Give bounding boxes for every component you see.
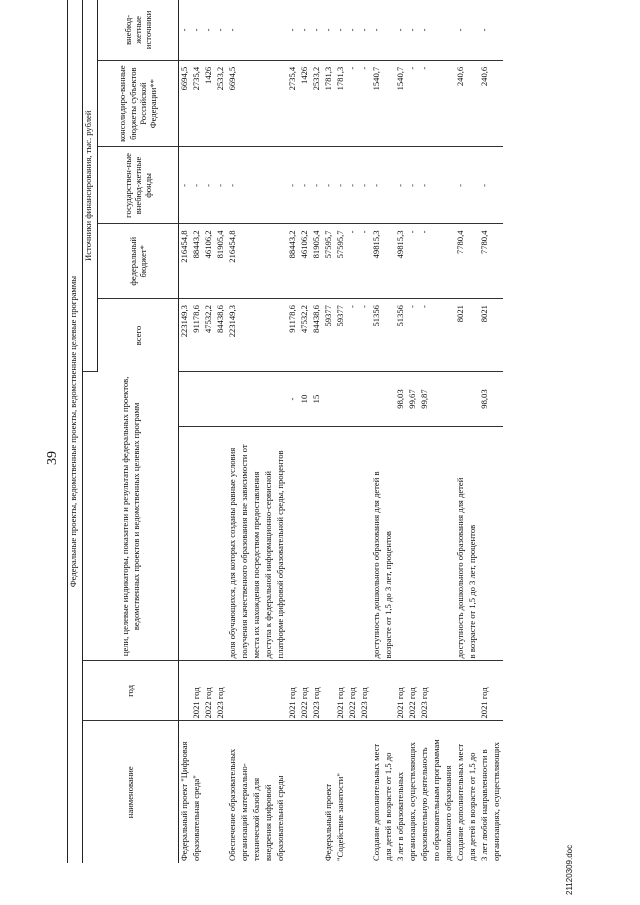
row-total: - bbox=[419, 299, 431, 372]
row-extra: - bbox=[359, 0, 371, 60]
row-name: образовательная среда" bbox=[191, 775, 201, 861]
row-target bbox=[227, 372, 239, 426]
col-year-header: год bbox=[83, 661, 179, 721]
row-name bbox=[203, 721, 215, 863]
row-goal bbox=[479, 426, 491, 661]
row-year bbox=[323, 661, 335, 721]
table-row bbox=[371, 0, 383, 863]
row-total bbox=[251, 299, 263, 372]
row-year: 2023 год bbox=[215, 661, 227, 721]
row-federal: 216454,8 bbox=[227, 224, 239, 299]
row-goal: доступа к федеральной информационно-сервисной bbox=[263, 426, 275, 661]
row-state-funds bbox=[443, 147, 455, 224]
row-total: 223149,3 bbox=[179, 299, 192, 372]
row-state-funds: - bbox=[203, 147, 215, 224]
row-regional: 2735,4 bbox=[191, 60, 203, 147]
row-target: 10 bbox=[299, 372, 311, 426]
row-name bbox=[287, 721, 299, 863]
col-state-funds-header: государствен-ные внебюд-жетные фонды bbox=[98, 147, 179, 224]
row-target bbox=[239, 372, 251, 426]
row-target: 15 bbox=[311, 372, 323, 426]
row-federal bbox=[263, 224, 275, 299]
row-extra bbox=[263, 0, 275, 60]
table-row bbox=[467, 0, 479, 863]
row-regional: 1426 bbox=[299, 60, 311, 147]
row-total: 59377 bbox=[323, 299, 335, 372]
row-target bbox=[347, 372, 359, 426]
row-extra bbox=[383, 0, 395, 60]
row-extra: - bbox=[311, 0, 323, 60]
row-target bbox=[263, 372, 275, 426]
row-target bbox=[191, 372, 203, 426]
row-state-funds: - bbox=[323, 147, 335, 224]
table-row bbox=[335, 0, 347, 863]
table-body bbox=[179, 0, 504, 863]
row-name bbox=[347, 721, 359, 863]
row-regional: 1781,3 bbox=[323, 60, 335, 147]
col-goals-header: цели, целевые индикаторы, показатели и результаты федеральных проектов, ведомственных проектов и ведомственных целевых программ bbox=[83, 372, 179, 661]
row-year bbox=[491, 661, 503, 721]
table-row bbox=[443, 0, 455, 863]
row-extra: - bbox=[191, 0, 203, 60]
col-federal-header: федеральный бюджет* bbox=[98, 224, 179, 299]
row-extra: - bbox=[323, 0, 335, 60]
table-row bbox=[275, 0, 287, 863]
row-total: - bbox=[407, 299, 419, 372]
row-extra: - bbox=[479, 0, 491, 60]
row-goal: получения качественного образования вне зависимости от bbox=[239, 426, 251, 661]
row-state-funds: - bbox=[395, 147, 407, 224]
table-row bbox=[251, 0, 263, 863]
row-goal bbox=[299, 426, 311, 661]
table-row bbox=[455, 0, 467, 863]
row-target bbox=[431, 372, 443, 426]
row-target: 98,03 bbox=[479, 372, 491, 426]
row-total bbox=[239, 299, 251, 372]
row-year bbox=[443, 661, 455, 721]
row-extra bbox=[251, 0, 263, 60]
row-name bbox=[311, 721, 323, 863]
row-federal: 49815,3 bbox=[395, 224, 407, 299]
row-state-funds: - bbox=[419, 147, 431, 224]
row-name: 3 лет в образовательных bbox=[395, 771, 405, 861]
row-federal: 7780,4 bbox=[455, 224, 467, 299]
row-total: 8021 bbox=[455, 299, 467, 372]
row-federal: 216454,8 bbox=[179, 224, 192, 299]
table-row bbox=[227, 0, 239, 863]
row-name: организаций материально- bbox=[239, 763, 249, 861]
row-regional bbox=[443, 60, 455, 147]
row-year bbox=[275, 661, 287, 721]
table-row bbox=[347, 0, 359, 863]
row-extra: - bbox=[419, 0, 431, 60]
row-year: 2021 год bbox=[395, 661, 407, 721]
col-total-header: всего bbox=[98, 299, 179, 372]
row-federal: - bbox=[359, 224, 371, 299]
row-federal: - bbox=[347, 224, 359, 299]
row-extra: - bbox=[299, 0, 311, 60]
row-goal bbox=[335, 426, 347, 661]
row-goal: платформе цифровой образовательной среды, процентов bbox=[275, 426, 287, 661]
row-target bbox=[203, 372, 215, 426]
col-name-header: наименование bbox=[83, 721, 179, 863]
row-target bbox=[359, 372, 371, 426]
row-extra bbox=[443, 0, 455, 60]
row-total: 8021 bbox=[479, 299, 491, 372]
row-total bbox=[383, 299, 395, 372]
row-name: для детей в возрасте от 1,5 до bbox=[383, 752, 393, 861]
row-federal bbox=[251, 224, 263, 299]
row-goal bbox=[179, 426, 192, 661]
row-federal bbox=[239, 224, 251, 299]
row-goal bbox=[395, 426, 407, 661]
row-federal bbox=[431, 224, 443, 299]
row-total: 51356 bbox=[395, 299, 407, 372]
row-extra bbox=[491, 0, 503, 60]
row-extra: - bbox=[407, 0, 419, 60]
row-federal: - bbox=[407, 224, 419, 299]
row-name: для детей в возрасте от 1,5 до bbox=[467, 752, 477, 861]
row-regional: 240,6 bbox=[479, 60, 491, 147]
row-total: 59377 bbox=[335, 299, 347, 372]
row-federal: 46106,2 bbox=[203, 224, 215, 299]
row-goal bbox=[287, 426, 299, 661]
rotated-sheet bbox=[45, 0, 585, 895]
table-title: Федеральные проекты, ведомственные проекты, ведомственные целевые программы bbox=[68, 0, 83, 863]
row-federal bbox=[491, 224, 503, 299]
row-year: 2023 год bbox=[311, 661, 323, 721]
row-goal bbox=[191, 426, 203, 661]
row-regional bbox=[239, 60, 251, 147]
row-total: 84438,6 bbox=[215, 299, 227, 372]
row-goal bbox=[407, 426, 419, 661]
row-year bbox=[455, 661, 467, 721]
row-federal: - bbox=[419, 224, 431, 299]
row-state-funds bbox=[467, 147, 479, 224]
row-regional: 2533,2 bbox=[215, 60, 227, 147]
row-year bbox=[179, 661, 192, 721]
row-target bbox=[371, 372, 383, 426]
row-total: 84438,6 bbox=[311, 299, 323, 372]
row-extra: - bbox=[203, 0, 215, 60]
row-name: внедрения цифровой bbox=[263, 784, 273, 861]
row-regional: 6694,5 bbox=[227, 60, 239, 147]
row-name bbox=[215, 721, 227, 863]
row-regional bbox=[275, 60, 287, 147]
row-goal: доступность дошкольного образования для детей в bbox=[371, 426, 383, 661]
row-name: Обеспечение образовательных bbox=[227, 748, 237, 861]
program-table bbox=[67, 0, 503, 863]
table-row bbox=[287, 0, 299, 863]
row-extra: - bbox=[347, 0, 359, 60]
document-footer: 21120309.doc bbox=[565, 844, 574, 895]
row-target bbox=[335, 372, 347, 426]
row-extra: - bbox=[215, 0, 227, 60]
row-regional: 1426 bbox=[203, 60, 215, 147]
row-goal: возрасте от 1,5 до 3 лет, процентов bbox=[383, 426, 395, 661]
row-regional: - bbox=[359, 60, 371, 147]
row-regional bbox=[251, 60, 263, 147]
row-year: 2022 год bbox=[407, 661, 419, 721]
table-row bbox=[419, 0, 431, 863]
row-federal bbox=[467, 224, 479, 299]
row-name: Федеральный проект bbox=[323, 783, 333, 861]
row-state-funds bbox=[383, 147, 395, 224]
row-year: 2023 год bbox=[419, 661, 431, 721]
row-state-funds: - bbox=[215, 147, 227, 224]
row-federal bbox=[443, 224, 455, 299]
row-regional: 1781,3 bbox=[335, 60, 347, 147]
table-row bbox=[431, 0, 443, 863]
row-regional: 2735,4 bbox=[287, 60, 299, 147]
row-federal: 81905,4 bbox=[215, 224, 227, 299]
table-row bbox=[395, 0, 407, 863]
row-state-funds: - bbox=[407, 147, 419, 224]
row-federal: 49815,3 bbox=[371, 224, 383, 299]
row-regional bbox=[467, 60, 479, 147]
row-year: 2021 год bbox=[191, 661, 203, 721]
row-target bbox=[275, 372, 287, 426]
row-goal bbox=[359, 426, 371, 661]
row-state-funds: - bbox=[179, 147, 192, 224]
table-row bbox=[407, 0, 419, 863]
row-state-funds bbox=[263, 147, 275, 224]
row-total: 47532,2 bbox=[299, 299, 311, 372]
row-total: - bbox=[347, 299, 359, 372]
row-year bbox=[263, 661, 275, 721]
col-regional-header: консолидиро-ванные бюджеты субъектов Российской Федерации** bbox=[98, 60, 179, 147]
table-row bbox=[239, 0, 251, 863]
row-regional: 1540,7 bbox=[395, 60, 407, 147]
row-name: Создание дополнительных мест bbox=[455, 743, 465, 861]
row-year: 2023 год bbox=[359, 661, 371, 721]
row-state-funds bbox=[251, 147, 263, 224]
row-target bbox=[179, 372, 192, 426]
row-federal: 88443,2 bbox=[191, 224, 203, 299]
row-regional: - bbox=[347, 60, 359, 147]
row-federal: 7780,4 bbox=[479, 224, 491, 299]
row-goal bbox=[347, 426, 359, 661]
table-row bbox=[299, 0, 311, 863]
row-state-funds: - bbox=[299, 147, 311, 224]
row-extra: - bbox=[455, 0, 467, 60]
row-regional bbox=[431, 60, 443, 147]
row-year bbox=[227, 661, 239, 721]
row-goal bbox=[443, 426, 455, 661]
row-state-funds: - bbox=[347, 147, 359, 224]
row-state-funds: - bbox=[227, 147, 239, 224]
row-goal: места их нахождения посредством предоставления bbox=[251, 426, 263, 661]
row-name: по образовательным программам bbox=[431, 739, 441, 861]
row-goal bbox=[311, 426, 323, 661]
table-row bbox=[191, 0, 203, 863]
col-extra-header: внебюд-жетные источники bbox=[98, 0, 179, 60]
row-total: 91178,6 bbox=[287, 299, 299, 372]
row-name bbox=[359, 721, 371, 863]
row-name: организациях, осуществляющих bbox=[491, 742, 501, 861]
row-name: Создание дополнительных мест bbox=[371, 743, 381, 861]
table-row bbox=[311, 0, 323, 863]
row-state-funds: - bbox=[479, 147, 491, 224]
row-goal bbox=[215, 426, 227, 661]
row-federal bbox=[383, 224, 395, 299]
row-state-funds: - bbox=[287, 147, 299, 224]
row-extra bbox=[431, 0, 443, 60]
row-total: - bbox=[359, 299, 371, 372]
row-goal bbox=[323, 426, 335, 661]
row-year: 2021 год bbox=[287, 661, 299, 721]
row-name: образовательную деятельность bbox=[419, 747, 429, 861]
page-number: 39 bbox=[45, 451, 60, 465]
row-target bbox=[491, 372, 503, 426]
row-year bbox=[239, 661, 251, 721]
row-total bbox=[263, 299, 275, 372]
row-total bbox=[443, 299, 455, 372]
row-goal bbox=[431, 426, 443, 661]
funding-group-header: Источники финансирования, тыс. рублей bbox=[83, 0, 98, 372]
row-year bbox=[467, 661, 479, 721]
row-name: 3 лет любой направленности в bbox=[479, 749, 489, 861]
row-extra bbox=[239, 0, 251, 60]
row-extra: - bbox=[395, 0, 407, 60]
row-regional: 240,6 bbox=[455, 60, 467, 147]
table-row bbox=[359, 0, 371, 863]
row-extra bbox=[275, 0, 287, 60]
row-federal bbox=[275, 224, 287, 299]
row-regional bbox=[263, 60, 275, 147]
row-target bbox=[455, 372, 467, 426]
row-extra: - bbox=[287, 0, 299, 60]
row-state-funds bbox=[275, 147, 287, 224]
row-goal bbox=[491, 426, 503, 661]
row-regional: 1540,7 bbox=[371, 60, 383, 147]
row-target: - bbox=[287, 372, 299, 426]
row-regional bbox=[491, 60, 503, 147]
row-name: организациях, осуществляющих bbox=[407, 742, 417, 861]
row-total bbox=[275, 299, 287, 372]
row-state-funds: - bbox=[371, 147, 383, 224]
row-year: 2022 год bbox=[203, 661, 215, 721]
row-target bbox=[251, 372, 263, 426]
row-extra: - bbox=[371, 0, 383, 60]
table-row bbox=[263, 0, 275, 863]
row-name: технической базой для bbox=[251, 777, 261, 861]
table-row bbox=[479, 0, 491, 863]
row-year: 2021 год bbox=[479, 661, 491, 721]
row-total: 223149,3 bbox=[227, 299, 239, 372]
row-target: 98,03 bbox=[395, 372, 407, 426]
row-state-funds: - bbox=[335, 147, 347, 224]
row-target bbox=[467, 372, 479, 426]
row-state-funds: - bbox=[359, 147, 371, 224]
row-target bbox=[443, 372, 455, 426]
row-year bbox=[371, 661, 383, 721]
row-total bbox=[467, 299, 479, 372]
row-state-funds bbox=[431, 147, 443, 224]
row-federal: 46106,2 bbox=[299, 224, 311, 299]
row-goal bbox=[203, 426, 215, 661]
row-regional bbox=[383, 60, 395, 147]
row-total bbox=[491, 299, 503, 372]
row-target bbox=[215, 372, 227, 426]
row-total: 47532,2 bbox=[203, 299, 215, 372]
row-federal: 88443,2 bbox=[287, 224, 299, 299]
row-state-funds bbox=[239, 147, 251, 224]
row-extra bbox=[467, 0, 479, 60]
row-extra: - bbox=[179, 0, 192, 60]
row-target: 99,87 bbox=[419, 372, 431, 426]
row-total: 51356 bbox=[371, 299, 383, 372]
row-goal: доля обучающихся, для которых созданы равные условия bbox=[227, 426, 239, 661]
row-regional: - bbox=[407, 60, 419, 147]
row-state-funds bbox=[491, 147, 503, 224]
row-year bbox=[251, 661, 263, 721]
row-year: 2022 год bbox=[347, 661, 359, 721]
row-target bbox=[323, 372, 335, 426]
row-state-funds: - bbox=[455, 147, 467, 224]
row-year bbox=[383, 661, 395, 721]
table-row bbox=[179, 0, 192, 863]
row-name: дошкольного образования bbox=[443, 765, 453, 861]
row-extra: - bbox=[227, 0, 239, 60]
row-federal: 81905,4 bbox=[311, 224, 323, 299]
row-target: 99,67 bbox=[407, 372, 419, 426]
row-year: 2022 год bbox=[299, 661, 311, 721]
row-name: "Содействие занятости" bbox=[335, 773, 345, 861]
row-name bbox=[299, 721, 311, 863]
table-row bbox=[383, 0, 395, 863]
row-goal: доступность дошкольного образования для детей bbox=[455, 426, 467, 661]
row-state-funds: - bbox=[191, 147, 203, 224]
row-regional: 6694,5 bbox=[179, 60, 192, 147]
row-total: 91178,6 bbox=[191, 299, 203, 372]
row-state-funds: - bbox=[311, 147, 323, 224]
row-federal: 57595,7 bbox=[323, 224, 335, 299]
row-name: образовательной среды bbox=[275, 775, 285, 861]
table-row bbox=[323, 0, 335, 863]
row-year bbox=[431, 661, 443, 721]
table-row bbox=[203, 0, 215, 863]
row-regional: 2533,2 bbox=[311, 60, 323, 147]
table-row bbox=[491, 0, 503, 863]
row-goal: в возрасте от 1,5 до 3 лет, процентов bbox=[467, 426, 479, 661]
row-goal bbox=[419, 426, 431, 661]
row-name: Федеральный проект "Цифровая bbox=[179, 741, 189, 861]
row-extra: - bbox=[335, 0, 347, 60]
row-regional: - bbox=[419, 60, 431, 147]
table-row bbox=[215, 0, 227, 863]
row-total bbox=[431, 299, 443, 372]
row-target bbox=[383, 372, 395, 426]
row-federal: 57595,7 bbox=[335, 224, 347, 299]
row-year: 2021 год bbox=[335, 661, 347, 721]
